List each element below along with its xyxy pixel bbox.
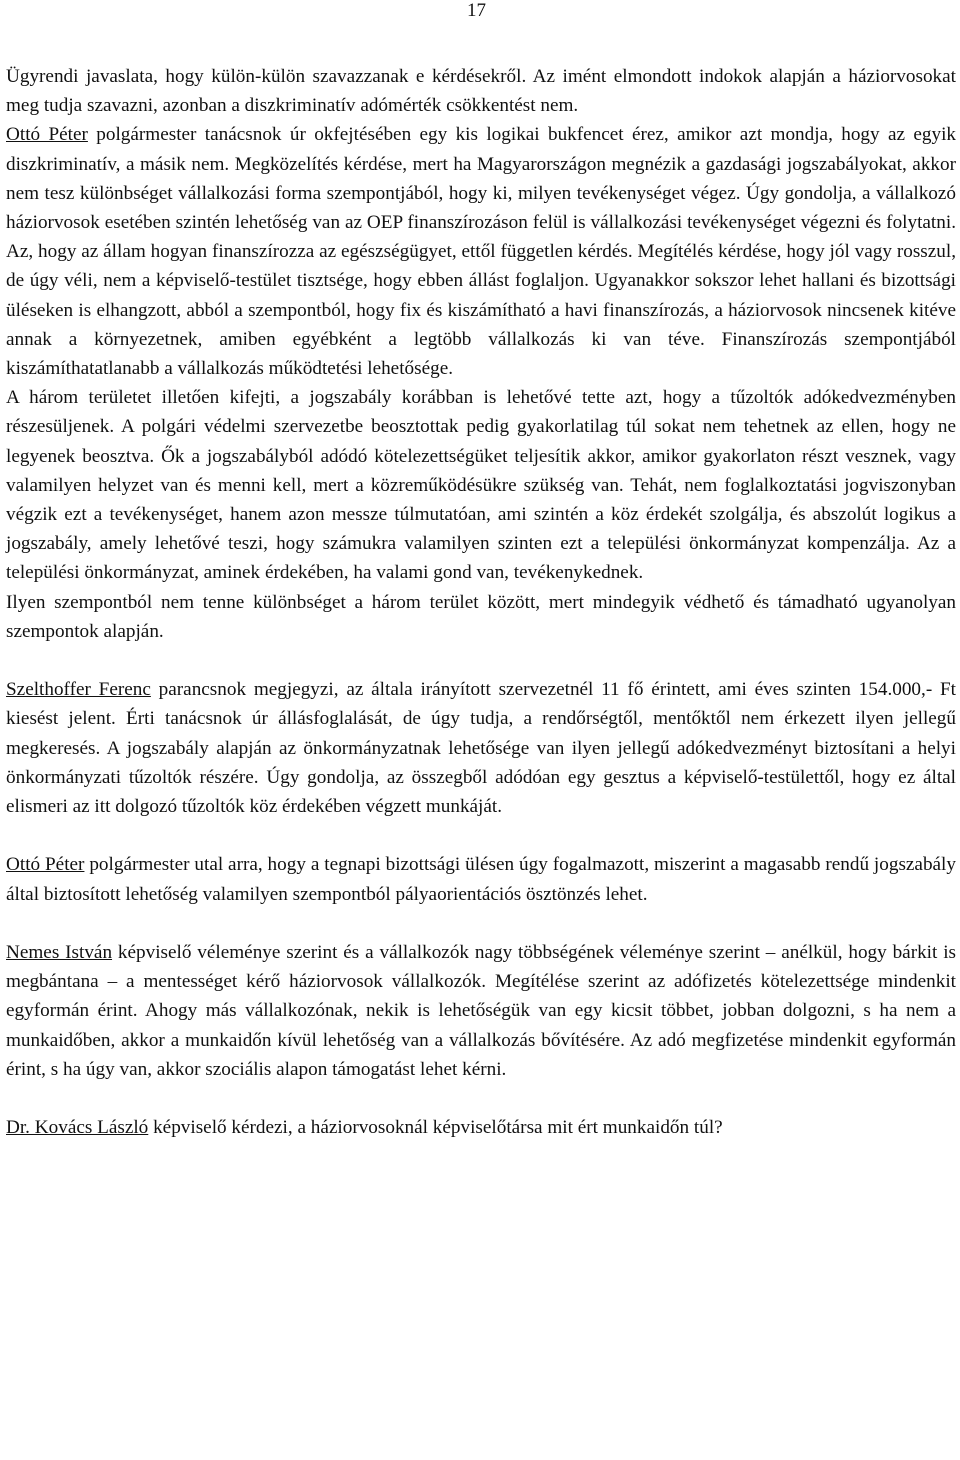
page-number: 17 [467,0,486,21]
paragraph-6 [6,850,956,908]
paragraph-text: Ügyrendi javaslata, hogy külön-külön szavazzanak e kérdésekről. Az imént elmondott indokok alapján a háziorvosokat meg tudja szavazni, azonban a diszkriminatív adómérték csökkentést nem. [6,66,956,117]
paragraph-3 [6,383,956,587]
paragraph-1 [6,62,956,120]
paragraph-text: Ilyen szempontból nem tenne különbséget a három terület között, mert mindegyik védhető és támadható ugyanolyan szempontok alapján. [6,591,956,642]
paragraph-4 [6,588,956,646]
speaker-name: Dr. Kovács László [6,1117,149,1139]
paragraph-text: A három területet illetően kifejti, a jogszabály korábban is lehetővé tette azt, hogy a tűzoltók adókedvezményben részesüljenek. A polgári védelmi szervezetbe beosztottak pedig gyakorlatilag túl sokat nem tehetnek az ellen, hogy ne legyenek beosztva. Ők a jogszabályból adódó kötelezettségüket teljesítik akkor, amikor gyakorlaton részt vesznek, vagy valamilyen helyzet van és menni kell, mert a közreműködésükre szükség van. Tehát, nem foglalkoztatási jogviszonyban végzik ezt a tevékenységet, hanem azon messze túlmutatóan, ami szintén a köz érdekét szolgálja, és abszolút logikus a jogszabály, amely lehetővé teszi, hogy számukra valamilyen szinten ezt a települési önkormányzat kompenzálja. Az a települési önkormányzat, aminek érdekében, ha valami gond van, tevékenykednek. [6,387,956,584]
speaker-name: Szelthoffer Ferenc [6,679,151,701]
speaker-name: Nemes István [6,942,113,964]
speaker-name: Ottó Péter [6,854,85,876]
paragraph-text: polgármester utal arra, hogy a tegnapi bizottsági ülésen úgy fogalmazott, miszerint a magasabb rendű jogszabály által biztosított lehetőség valamilyen szempontból pályaorientációs ösztönzés lehet. [6,854,956,905]
paragraph-2 [6,120,956,383]
paragraph-8 [6,1113,956,1142]
paragraph-7 [6,938,956,1084]
speaker-name: Ottó Péter [6,124,88,146]
paragraph-text: képviselő véleménye szerint és a vállalkozók nagy többségének véleménye szerint – anélkül, hogy bárkit is megbántana – a mentességet kérő háziorvosok vállalkozók. Megítélése szerint az adófizetés kötelezettsége mindenkit egyformán érint. Ahogy más vállalkozónak, nekik is lehetőségük van egy kicsit többet, jobban dolgozni, s ha nem a munkaidőben, akkor a munkaidőn kívül lehetőség van a vállalkozás bővítésére. Az adó megfizetése mindenkit egyformán érint, s ha úgy van, akkor szociális alapon támogatást lehet kérni. [6,942,956,1080]
paragraph-text: képviselő kérdezi, a háziorvosoknál képviselőtársa mit ért munkaidőn túl? [148,1117,723,1139]
paragraph-text: polgármester tanácsnok úr okfejtésében egy kis logikai bukfencet érez, amikor azt mondja, hogy az egyik diszkriminatív, a másik nem. Megközelítés kérdése, mert ha Magyarországon megnézik a gazdasági jogszabályokat, akkor nem tesz különbséget vállalkozási forma szempontjából, hogy ki, milyen tevékenységet végez. Úgy gondolja, a vállalkozó háziorvosok esetében szintén lehetőség van az OEP finanszírozáson felül is vállalkozási tevékenységet végezni és folytatni. Az, hogy az állam hogyan finanszírozza az egészségügyet, ettől független kérdés. Megítélés kérdése, hogy jól vagy rosszul, de úgy véli, nem a képviselő-testület tisztsége, hogy ebben állást foglaljon. Ugyanakkor sokszor lehet hallani és bizottsági üléseken is elhangzott, abból a szempontból, hogy fix és kiszámítható a havi finanszírozás, a háziorvosok nincsenek kitéve annak a környezetnek, amiben egyébként a legtöbb vállalkozás ki van téve. Finanszírozás szempontjából kiszámíthatatlanabb a vállalkozás működtetési lehetősége. [6,124,956,380]
paragraph-5 [6,675,956,821]
document-body [6,62,956,1142]
paragraph-text: parancsnok megjegyzi, az általa irányított szervezetnél 11 fő érintett, ami éves szinten 154.000,- Ft kiesést jelent. Érti tanácsnok úr állásfoglalását, de úgy tudja, a rendőrségtől, mentőktől nem érkezett ilyen jellegű megkeresés. A jogszabály alapján az önkormányzatnak lehetősége van ilyen jellegű adókedvezményt biztosítani a helyi önkormányzati tűzoltók részére. Úgy gondolja, az összegből adódóan egy gesztus a képviselő-testülettől, hogy ez által elismeri az itt dolgozó tűzoltók köz érdekében végzett munkáját. [6,679,956,818]
